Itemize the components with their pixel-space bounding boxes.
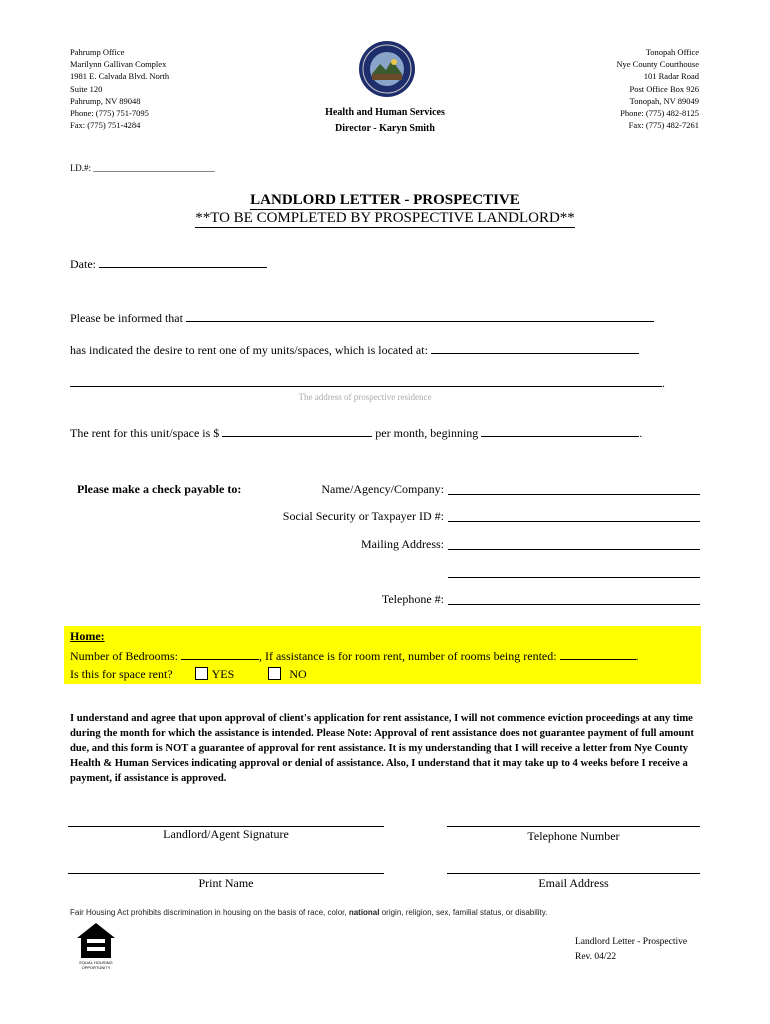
office-line: 101 Radar Road — [643, 71, 699, 82]
fair-housing-text-end: origin, religion, sex, familial status, or disability. — [379, 908, 548, 917]
yes-checkbox[interactable] — [195, 667, 208, 680]
mailing-address-field-1[interactable] — [448, 549, 700, 550]
equal-housing-logo — [75, 920, 117, 970]
rent-label: The rent for this unit/space is $ — [70, 426, 220, 440]
office-line: Tonopah Office — [645, 47, 699, 57]
address-row — [70, 375, 665, 391]
document-revision — [575, 935, 687, 965]
office-line: Nye County Courthouse — [616, 59, 699, 70]
period: . — [639, 426, 643, 440]
space-rent-row — [70, 667, 307, 682]
no-label: NO — [289, 667, 307, 681]
office-line: 1981 E. Calvada Blvd. North — [70, 71, 170, 82]
home-heading: Home: — [70, 629, 105, 643]
telephone-label: Telephone #: — [381, 592, 444, 606]
id-number-field[interactable]: I.D.#: ___________________________ — [70, 163, 215, 173]
office-line: Fax: (775) 482-7261 — [628, 120, 699, 131]
office-line: Phone: (775) 482-8125 — [620, 108, 699, 119]
period: . — [662, 376, 665, 390]
address-field-1[interactable] — [431, 342, 639, 354]
payee-heading: Please make a check payable to: — [77, 482, 242, 496]
office-line: Phone: (775) 751-7095 — [70, 108, 149, 119]
office-line: Suite 120 — [70, 83, 103, 94]
per-month-label: per month, beginning — [375, 426, 479, 440]
room-rent-label: , If assistance is for room rent, number of rooms being rented: — [258, 649, 557, 663]
title-main: LANDLORD LETTER - PROSPECTIVE — [250, 192, 520, 208]
rooms-rented-field[interactable] — [560, 648, 636, 660]
desire-label: has indicated the desire to rent one of my units/spaces, which is located at: — [70, 343, 428, 357]
document-name: Landlord Letter - Prospective — [575, 937, 688, 947]
address-hint: The address of prospective residence — [298, 392, 432, 402]
taxpayer-id-field[interactable] — [448, 521, 700, 522]
landlord-signature-label: Landlord/Agent Signature — [163, 827, 289, 841]
taxpayer-id-label: Social Security or Taxpayer ID #: — [282, 509, 444, 523]
no-checkbox[interactable] — [268, 667, 281, 680]
document-title — [150, 192, 620, 228]
office-line: Marilynn Gallivan Complex — [70, 59, 167, 70]
print-name-label: Print Name — [198, 876, 254, 890]
address-field-2[interactable] — [70, 375, 662, 387]
office-line: Pahrump Office — [70, 47, 125, 57]
revision-label: Rev. 04/22 — [575, 952, 617, 962]
title-sub: **TO BE COMPLETED BY PROSPECTIVE LANDLORD** — [195, 210, 575, 226]
svg-text:OPPORTUNITY: OPPORTUNITY — [81, 965, 111, 970]
office-line: Pahrump, NV 89048 — [70, 95, 141, 106]
pahrump-office-block — [70, 46, 169, 131]
department-header — [285, 105, 485, 137]
rent-amount-field[interactable] — [222, 425, 372, 437]
office-line: Fax: (775) 751-4284 — [70, 120, 141, 131]
mailing-address-field-2[interactable] — [448, 577, 700, 578]
telephone-number-label: Telephone Number — [527, 829, 620, 843]
bedrooms-field[interactable] — [181, 648, 259, 660]
office-line: Post Office Box 926 — [629, 83, 699, 94]
mailing-address-label: Mailing Address: — [361, 537, 444, 551]
fair-housing-note — [70, 908, 547, 917]
director-name: Director - Karyn Smith — [335, 123, 435, 134]
telephone-field[interactable] — [448, 604, 700, 605]
payee-name-field[interactable] — [448, 494, 700, 495]
email-address-field[interactable] — [447, 873, 700, 874]
office-line: Tonopah, NV 89049 — [629, 95, 699, 106]
rent-row — [70, 425, 642, 441]
period: . — [635, 649, 639, 663]
payee-name-label: Name/Agency/Company: — [321, 482, 444, 496]
fair-housing-text: Fair Housing Act prohibits discrimination in housing on the basis of race, color, — [70, 908, 349, 917]
date-label: Date: — [70, 257, 96, 271]
email-address-label: Email Address — [538, 876, 609, 890]
date-row — [70, 256, 267, 272]
tenant-name-field[interactable] — [186, 310, 654, 322]
bedrooms-label: Number of Bedrooms: — [70, 649, 178, 663]
svg-text:EQUAL HOUSING: EQUAL HOUSING — [79, 960, 113, 965]
print-name-field[interactable] — [68, 873, 384, 874]
bedrooms-row — [70, 648, 639, 664]
informed-row — [70, 310, 654, 326]
space-rent-label: Is this for space rent? — [70, 667, 173, 681]
tonopah-office-block — [616, 46, 699, 131]
agreement-paragraph: I understand and agree that upon approval of client's application for rent assistance, I will not commence eviction proceedings at any time during the month for which the assistance is intended. Please Note: Approval of rent assistance does not guarantee payment of full amount due, and this form is NOT a guarantee of approval for rent assistance. It is my understanding that I will receive a letter from Nye County Health & Human Services indicating approval or denial of assistance. Also, I understand that it may take up to 4 weeks before I receive a payment, if assistance is approved. — [70, 713, 694, 784]
fair-housing-bold: national — [348, 908, 380, 917]
county-seal-logo — [358, 40, 416, 98]
start-date-field[interactable] — [481, 425, 639, 437]
date-field[interactable] — [99, 256, 267, 268]
yes-label: YES — [211, 667, 235, 681]
desire-row — [70, 342, 639, 358]
telephone-number-field[interactable] — [447, 826, 700, 827]
department-name: Health and Human Services — [325, 107, 445, 118]
informed-label: Please be informed that — [70, 311, 183, 325]
